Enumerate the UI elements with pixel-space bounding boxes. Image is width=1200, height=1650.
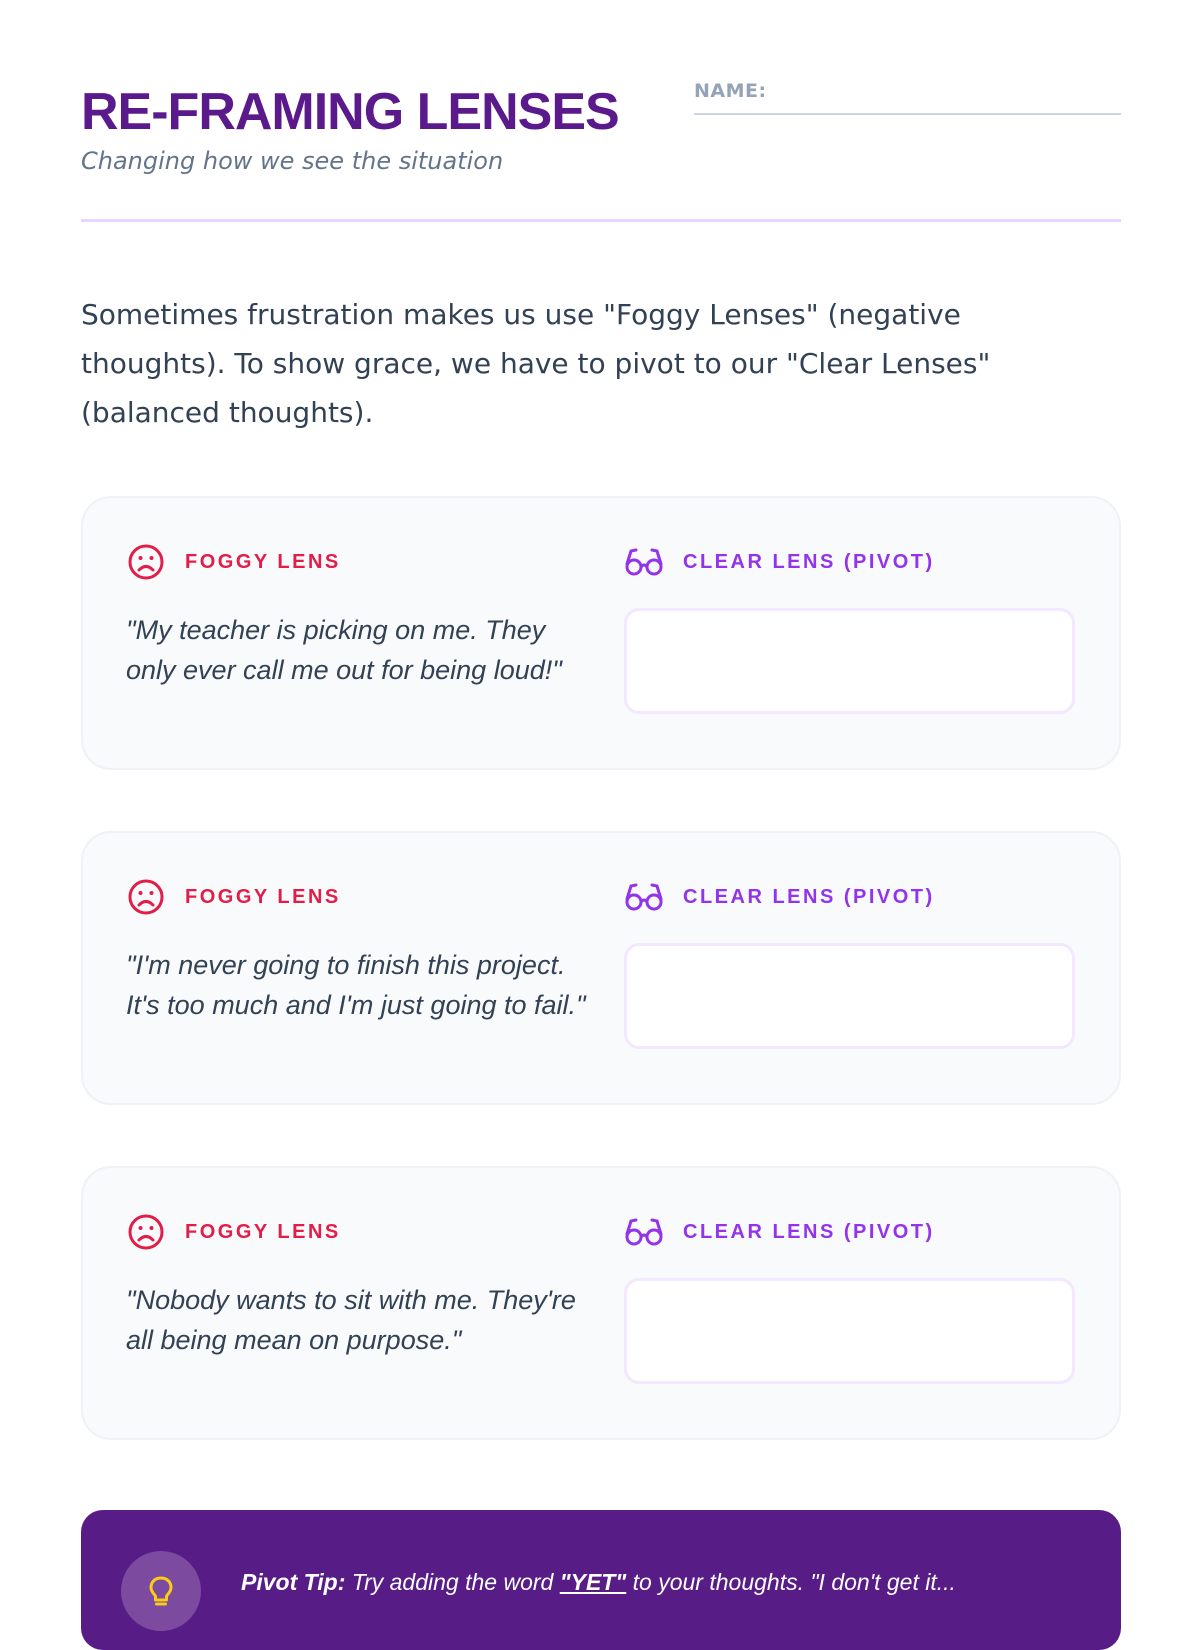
foggy-thought-quote: "Nobody wants to sit with me. They're all being mean on purpose." — [126, 1285, 576, 1355]
clear-lens-column — [624, 879, 1074, 1049]
clear-lens-column — [624, 1214, 1074, 1384]
clear-lens-label: CLEAR LENS (PIVOT) — [683, 550, 935, 573]
sad-face-icon — [126, 1212, 166, 1252]
clear-lens-answer-box[interactable] — [624, 608, 1075, 714]
worksheet-header — [81, 0, 1121, 225]
sad-face-icon — [126, 542, 166, 582]
worksheet-page — [81, 0, 1121, 1595]
lightbulb-icon — [121, 1551, 201, 1631]
sad-face-icon — [126, 877, 166, 917]
clear-lens-column — [624, 544, 1074, 714]
clear-lens-label: CLEAR LENS (PIVOT) — [683, 885, 935, 908]
name-field[interactable] — [694, 113, 1121, 115]
foggy-lens-column — [126, 1214, 576, 1360]
foggy-thought-quote: "I'm never going to finish this project. It's too much and I'm just going to fail." — [126, 950, 586, 1020]
glasses-icon — [624, 877, 664, 917]
foggy-thought-quote: "My teacher is picking on me. They only ever call me out for being loud!" — [126, 615, 562, 685]
header-divider — [81, 219, 1121, 222]
clear-lens-answer-box[interactable] — [624, 1278, 1075, 1384]
page-subtitle: Changing how we see the situation — [81, 147, 504, 175]
clear-lens-label: CLEAR LENS (PIVOT) — [683, 1220, 935, 1243]
lens-card — [81, 496, 1121, 770]
pivot-tip-lead: Pivot Tip: — [241, 1569, 346, 1595]
foggy-lens-label: FOGGY LENS — [185, 550, 341, 573]
pivot-tip-banner — [81, 1510, 1121, 1650]
clear-lens-answer-box[interactable] — [624, 943, 1075, 1049]
lens-card — [81, 831, 1121, 1105]
glasses-icon — [624, 542, 664, 582]
lens-card — [81, 1166, 1121, 1440]
page-title: RE-FRAMING LENSES — [81, 83, 619, 141]
foggy-lens-column — [126, 879, 586, 1025]
name-label: NAME: — [694, 80, 767, 102]
pivot-tip-keyword: "YET" — [559, 1569, 627, 1595]
foggy-lens-column — [126, 544, 576, 690]
pivot-tip-text — [241, 1564, 1061, 1600]
foggy-lens-label: FOGGY LENS — [185, 885, 341, 908]
glasses-icon — [624, 1212, 664, 1252]
intro-paragraph: Sometimes frustration makes us use "Foggy Lenses" (negative thoughts). To show grace, we have to pivot to our "Clear Lenses" (balanced thoughts). — [81, 298, 991, 429]
foggy-lens-label: FOGGY LENS — [185, 1220, 341, 1243]
pivot-tip-before: Try adding the word — [345, 1569, 560, 1595]
pivot-tip-after: to your thoughts. "I don't get it... — [626, 1569, 956, 1595]
